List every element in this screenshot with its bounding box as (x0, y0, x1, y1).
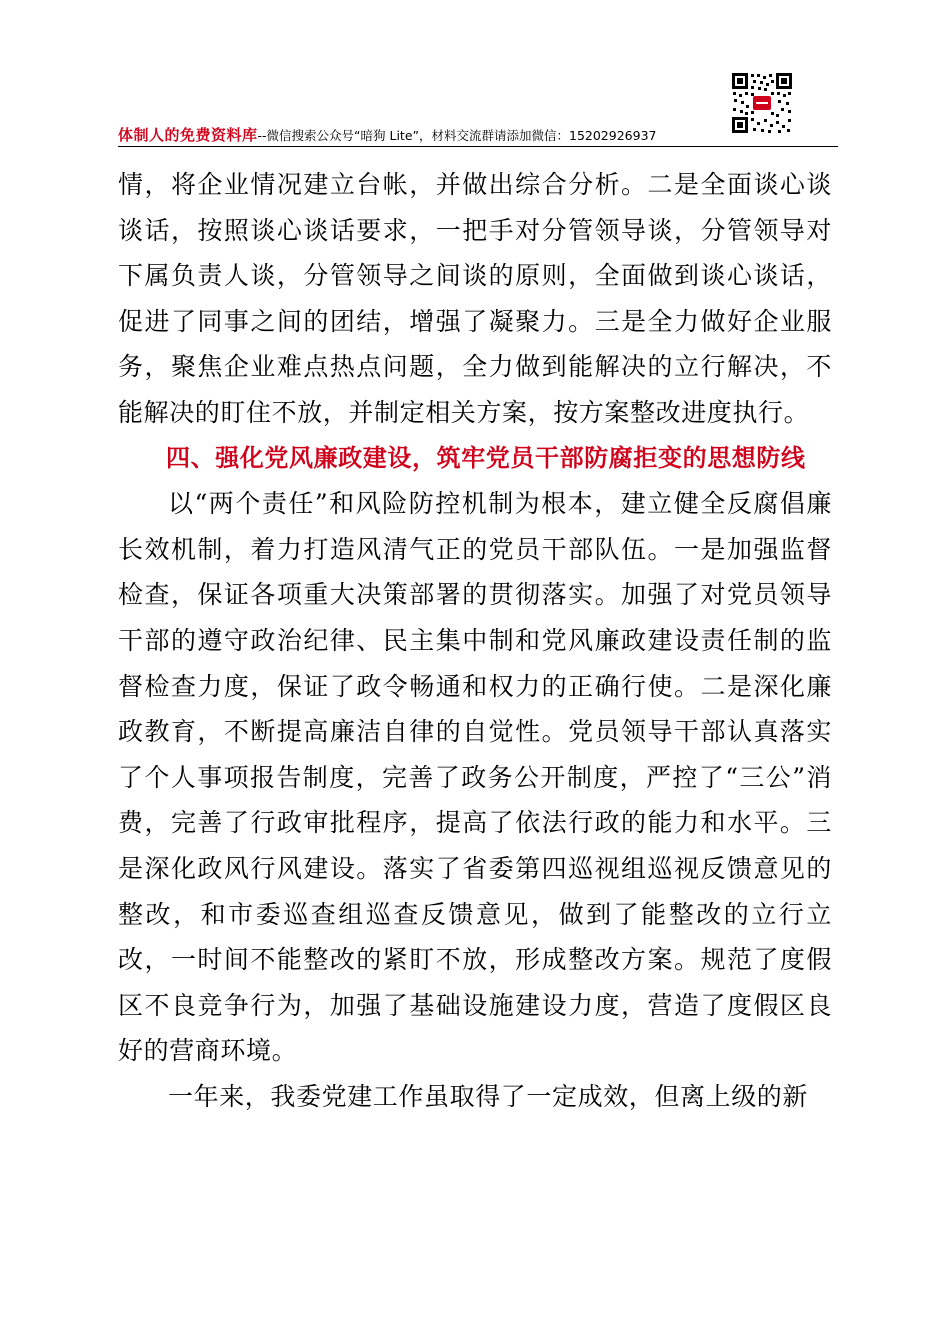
header-divider (118, 146, 838, 147)
body-paragraph: 一年来，我委党建工作虽取得了一定成效，但离上级的新 (168, 1081, 809, 1111)
section-heading: 四、强化党风廉政建设，筑牢党员干部防腐拒变的思想防线 (166, 443, 806, 472)
body-paragraph: 以“两个责任”和风险防控机制为根本，建立健全反腐倡廉长效机制，着力打造风清气正的党员干部队伍。一是加强监督检查，保证各项重大决策部署的贯彻落实。加强了对党员领导干部的遵守政治纪律、民主集中制和党风廉政建设责任制的监督检查力度，保证了政令畅通和权力的正确行使。二是深化廉政教育，不断提高廉洁自律的自觉性。党员领导干部认真落实了个人事项报告制度，完善了政务公开制度，严控了“三公”消费，完善了行政审批程序，提高了依法行政的能力和水平。三是深化政风行风建设。落实了省委第四巡视组巡视反馈意见的整改，和市委巡查组巡查反馈意见，做到了能整改的立行立改，一时间不能整改的紧盯不放，形成整改方案。规范了度假区不良竞争行为，加强了基础设施建设力度，营造了度假区良好的营商环境。 (118, 489, 832, 1066)
header-note: --微信搜索公众号“暗狗 Lite”，材料交流群请添加微信：15202926937 (257, 128, 657, 143)
document-body (118, 162, 832, 1119)
page-header (118, 124, 838, 146)
body-paragraph: 情，将企业情况建立台帐，并做出综合分析。二是全面谈心谈谈话，按照谈心谈话要求，一把手对分管领导谈，分管领导对下属负责人谈，分管领导之间谈的原则，全面做到谈心谈话，促进了同事之间的团结，增强了凝聚力。三是全力做好企业服务，聚焦企业难点热点问题，全力做到能解决的立行解决，不能解决的盯住不放，并制定相关方案，按方案整改进度执行。 (118, 170, 832, 427)
header-brand: 体制人的免费资料库 (118, 126, 258, 144)
